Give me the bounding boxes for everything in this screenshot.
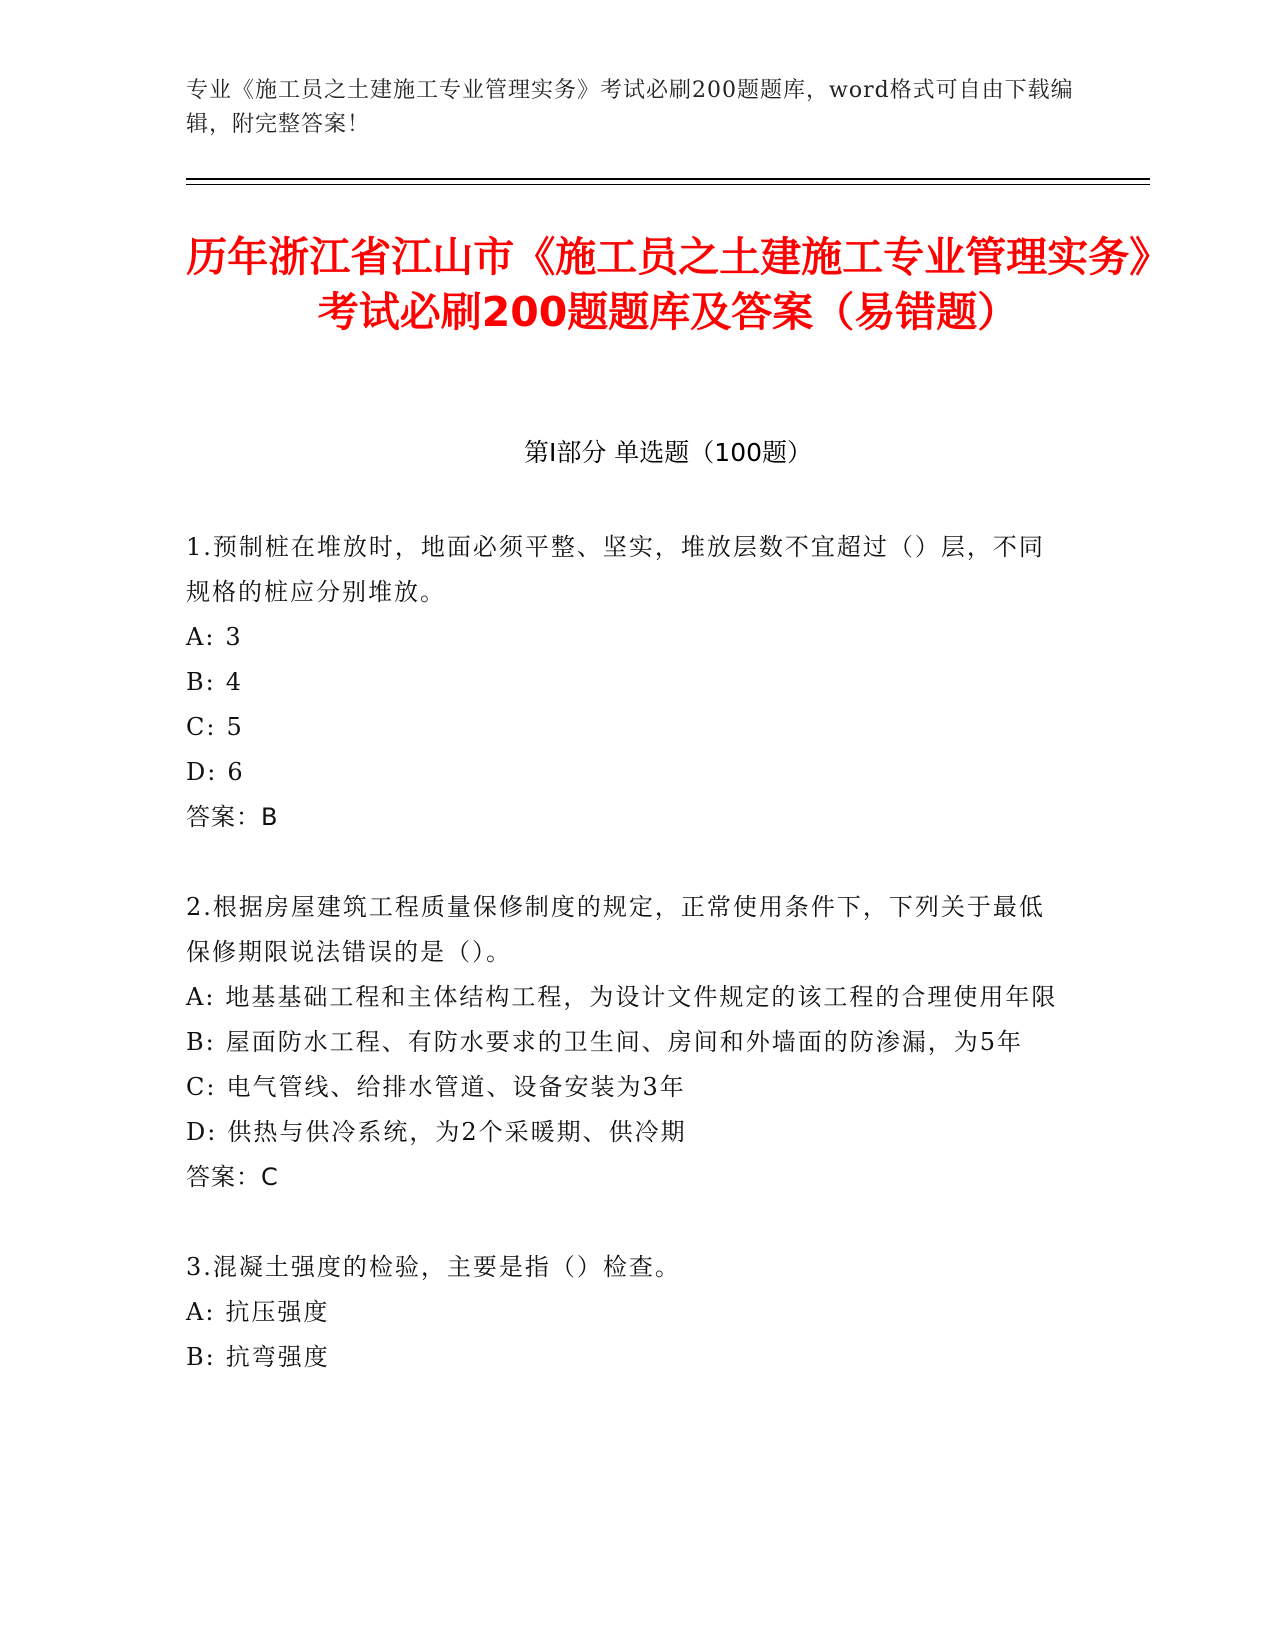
option-text: 供热与供冷系统，为2个采暖期、供冷期	[227, 1118, 687, 1146]
option-label: A:	[186, 623, 216, 651]
header-divider-thin	[186, 184, 1150, 185]
option-text: 抗压强度	[225, 1298, 330, 1326]
answer-text: 答案：B	[186, 803, 279, 831]
option-d	[186, 1110, 1066, 1155]
option-text: 抗弯强度	[225, 1343, 330, 1371]
question-3	[186, 1245, 1066, 1380]
section-title: 第Ⅰ部分 单选题（100题）	[523, 438, 813, 467]
option-text: 屋面防水工程、有防水要求的卫生间、房间和外墙面的防渗漏，为5年	[225, 1028, 1024, 1056]
option-label: B:	[186, 1028, 216, 1056]
option-text: 5	[226, 713, 244, 741]
option-label: D:	[186, 758, 218, 786]
option-label: B:	[186, 1343, 216, 1371]
question-stem: 2.根据房屋建筑工程质量保修制度的规定，正常使用条件下，下列关于最低保修期限说法错误的是（）。	[186, 893, 1045, 966]
option-text: 6	[227, 758, 245, 786]
option-b	[186, 1020, 1066, 1065]
header-divider-thick	[186, 178, 1150, 180]
header-note: 专业《施工员之土建施工专业管理实务》考试必刷200题题库，word格式可自由下载编辑，附完整答案！	[186, 78, 1074, 137]
answer-text: 答案：C	[186, 1163, 279, 1191]
option-text: 地基基础工程和主体结构工程，为设计文件规定的该工程的合理使用年限	[225, 983, 1058, 1011]
option-d	[186, 750, 1066, 795]
option-text: 3	[225, 623, 243, 651]
option-label: C:	[186, 1073, 217, 1101]
question-stem: 3.混凝土强度的检验，主要是指（）检查。	[186, 1253, 681, 1281]
option-b	[186, 660, 1066, 705]
option-c	[186, 705, 1066, 750]
option-label: D:	[186, 1118, 218, 1146]
option-a	[186, 975, 1066, 1020]
option-text: 4	[225, 668, 244, 696]
option-label: C:	[186, 713, 217, 741]
question-list	[186, 525, 1066, 1425]
option-label: A:	[186, 983, 216, 1011]
option-label: A:	[186, 1298, 216, 1326]
question-1	[186, 525, 1066, 840]
option-a	[186, 1290, 1066, 1335]
question-2	[186, 885, 1066, 1200]
document-title: 历年浙江省江山市《施工员之土建施工专业管理实务》考试必刷200题题库及答案（易错题）	[186, 233, 1150, 336]
option-label: B:	[186, 668, 216, 696]
option-a	[186, 615, 1066, 660]
option-c	[186, 1065, 1066, 1110]
option-b	[186, 1335, 1066, 1380]
question-stem: 1.预制桩在堆放时，地面必须平整、坚实，堆放层数不宜超过（）层，不同规格的桩应分别堆放。	[186, 533, 1045, 606]
option-text: 电气管线、给排水管道、设备安装为3年	[226, 1073, 686, 1101]
